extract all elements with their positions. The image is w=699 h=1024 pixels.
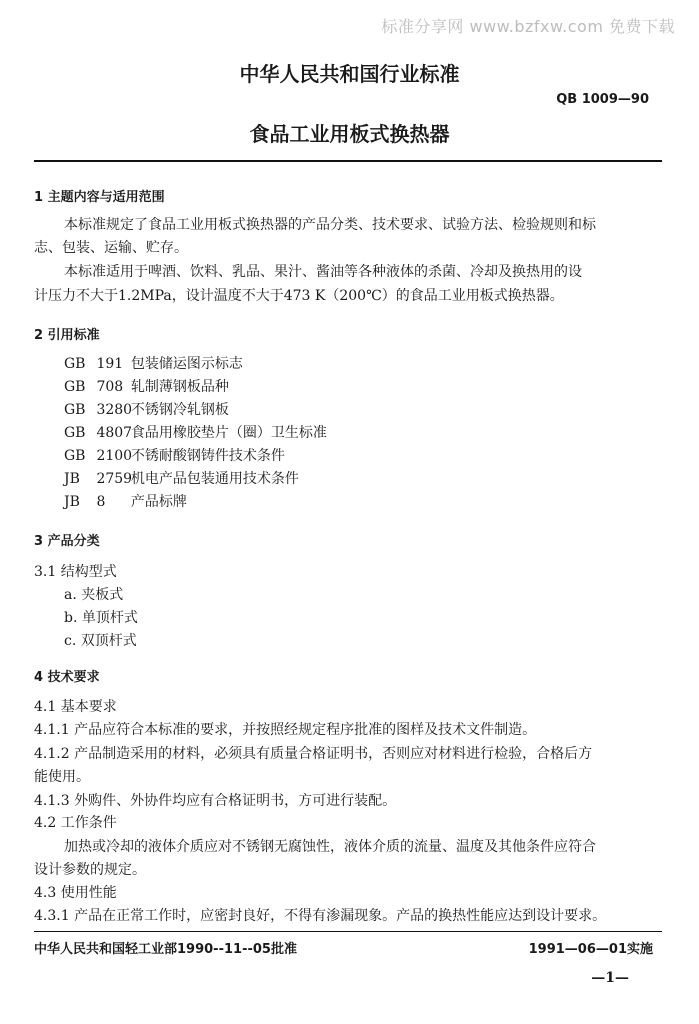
ref-number: 2100 [96, 448, 133, 464]
ref-title: 机电产品包装通用技术条件 [130, 471, 299, 487]
ref-item [64, 423, 327, 443]
section-4-2-paragraph-line-1: 加热或冷却的液体介质应对不锈钢无腐蚀性，液体介质的流量、温度及其他条件应符合 [64, 839, 596, 855]
section-1-paragraph-2-line-1: 本标准适用于啤酒、饮料、乳品、果汁、酱油等各种液体的杀菌、冷却及换热用的设 [64, 264, 582, 280]
standard-category: 中华人民共和国行业标准 [239, 62, 460, 86]
clause-4-1-2-line-1: 4.1.2 产品制造采用的材料，必须具有质量合格证明书，否则应对材料进行检验，合格后方 [34, 746, 593, 762]
document-title: 食品工业用板式换热器 [249, 122, 450, 146]
ref-item [64, 377, 229, 397]
section-1-paragraph-2-line-2: 计压力不大于1.2MPa，设计温度不大于473 K（200℃）的食品工业用板式换热器。 [34, 288, 564, 304]
ref-item [64, 354, 243, 374]
ref-number: 8 [96, 494, 106, 510]
header-rule [34, 160, 662, 162]
ref-code: GB [64, 379, 86, 395]
ref-item [64, 400, 229, 420]
ref-code: GB [64, 448, 86, 464]
clause-4-1-3: 4.1.3 外购件、外协件均应有合格证明书，方可进行装配。 [34, 793, 397, 809]
section-4-heading: 4 技术要求 [34, 670, 100, 685]
ref-title: 轧制薄钢板品种 [130, 379, 229, 395]
ref-title: 产品标牌 [130, 494, 187, 510]
section-1-paragraph-1-line-1: 本标准规定了食品工业用板式换热器的产品分类、技术要求、试验方法、检验规则和标 [64, 217, 596, 233]
list-item: c. 双顶杆式 [64, 633, 137, 649]
section-3-heading: 3 产品分类 [34, 534, 100, 549]
ref-code: JB [64, 494, 80, 510]
approval-note: 中华人民共和国轻工业部1990--11--05批准 [34, 942, 297, 957]
section-2-heading: 2 引用标准 [34, 328, 100, 343]
section-4-1-heading: 4.1 基本要求 [34, 699, 117, 715]
ref-title: 不锈耐酸钢铸件技术条件 [130, 448, 285, 464]
section-4-2-paragraph-line-2: 设计参数的规定。 [34, 862, 146, 878]
ref-code: GB [64, 356, 86, 372]
effective-date: 1991—06—01实施 [528, 942, 653, 957]
ref-number: 708 [96, 379, 124, 395]
clause-4-1-1: 4.1.1 产品应符合本标准的要求，并按照经规定程序批准的图样及技术文件制造。 [34, 722, 537, 738]
ref-number: 3280 [96, 402, 133, 418]
section-3-1-heading: 3.1 结构型式 [34, 564, 117, 580]
ref-title: 不锈钢冷轧钢板 [130, 402, 229, 418]
section-4-3-heading: 4.3 使用性能 [34, 885, 117, 901]
section-1-heading: 1 主题内容与适用范围 [34, 190, 165, 205]
ref-number: 2759 [96, 471, 133, 487]
ref-item [64, 492, 187, 512]
ref-code: JB [64, 471, 80, 487]
ref-item [64, 469, 299, 489]
list-item: b. 单顶杆式 [64, 610, 138, 626]
watermark: 标准分享网 www.bzfxw.com 免费下载 [381, 17, 675, 36]
ref-title: 包装储运图示标志 [130, 356, 243, 372]
ref-title: 食品用橡胶垫片（圈）卫生标准 [130, 425, 327, 441]
ref-number: 4807 [96, 425, 133, 441]
standard-code: QB 1009—90 [556, 92, 649, 107]
ref-item [64, 446, 285, 466]
clause-4-3-1: 4.3.1 产品在正常工作时，应密封良好，不得有渗漏现象。产品的换热性能应达到设计要求。 [34, 908, 607, 924]
page-number: —1— [591, 970, 629, 986]
section-4-2-heading: 4.2 工作条件 [34, 815, 117, 831]
clause-4-1-2-line-2: 能使用。 [34, 769, 90, 785]
list-item: a. 夹板式 [64, 587, 124, 603]
ref-number: 191 [96, 356, 124, 372]
ref-code: GB [64, 402, 86, 418]
ref-code: GB [64, 425, 86, 441]
section-1-paragraph-1-line-2: 志、包装、运输、贮存。 [34, 240, 188, 256]
footer-rule [34, 931, 662, 932]
